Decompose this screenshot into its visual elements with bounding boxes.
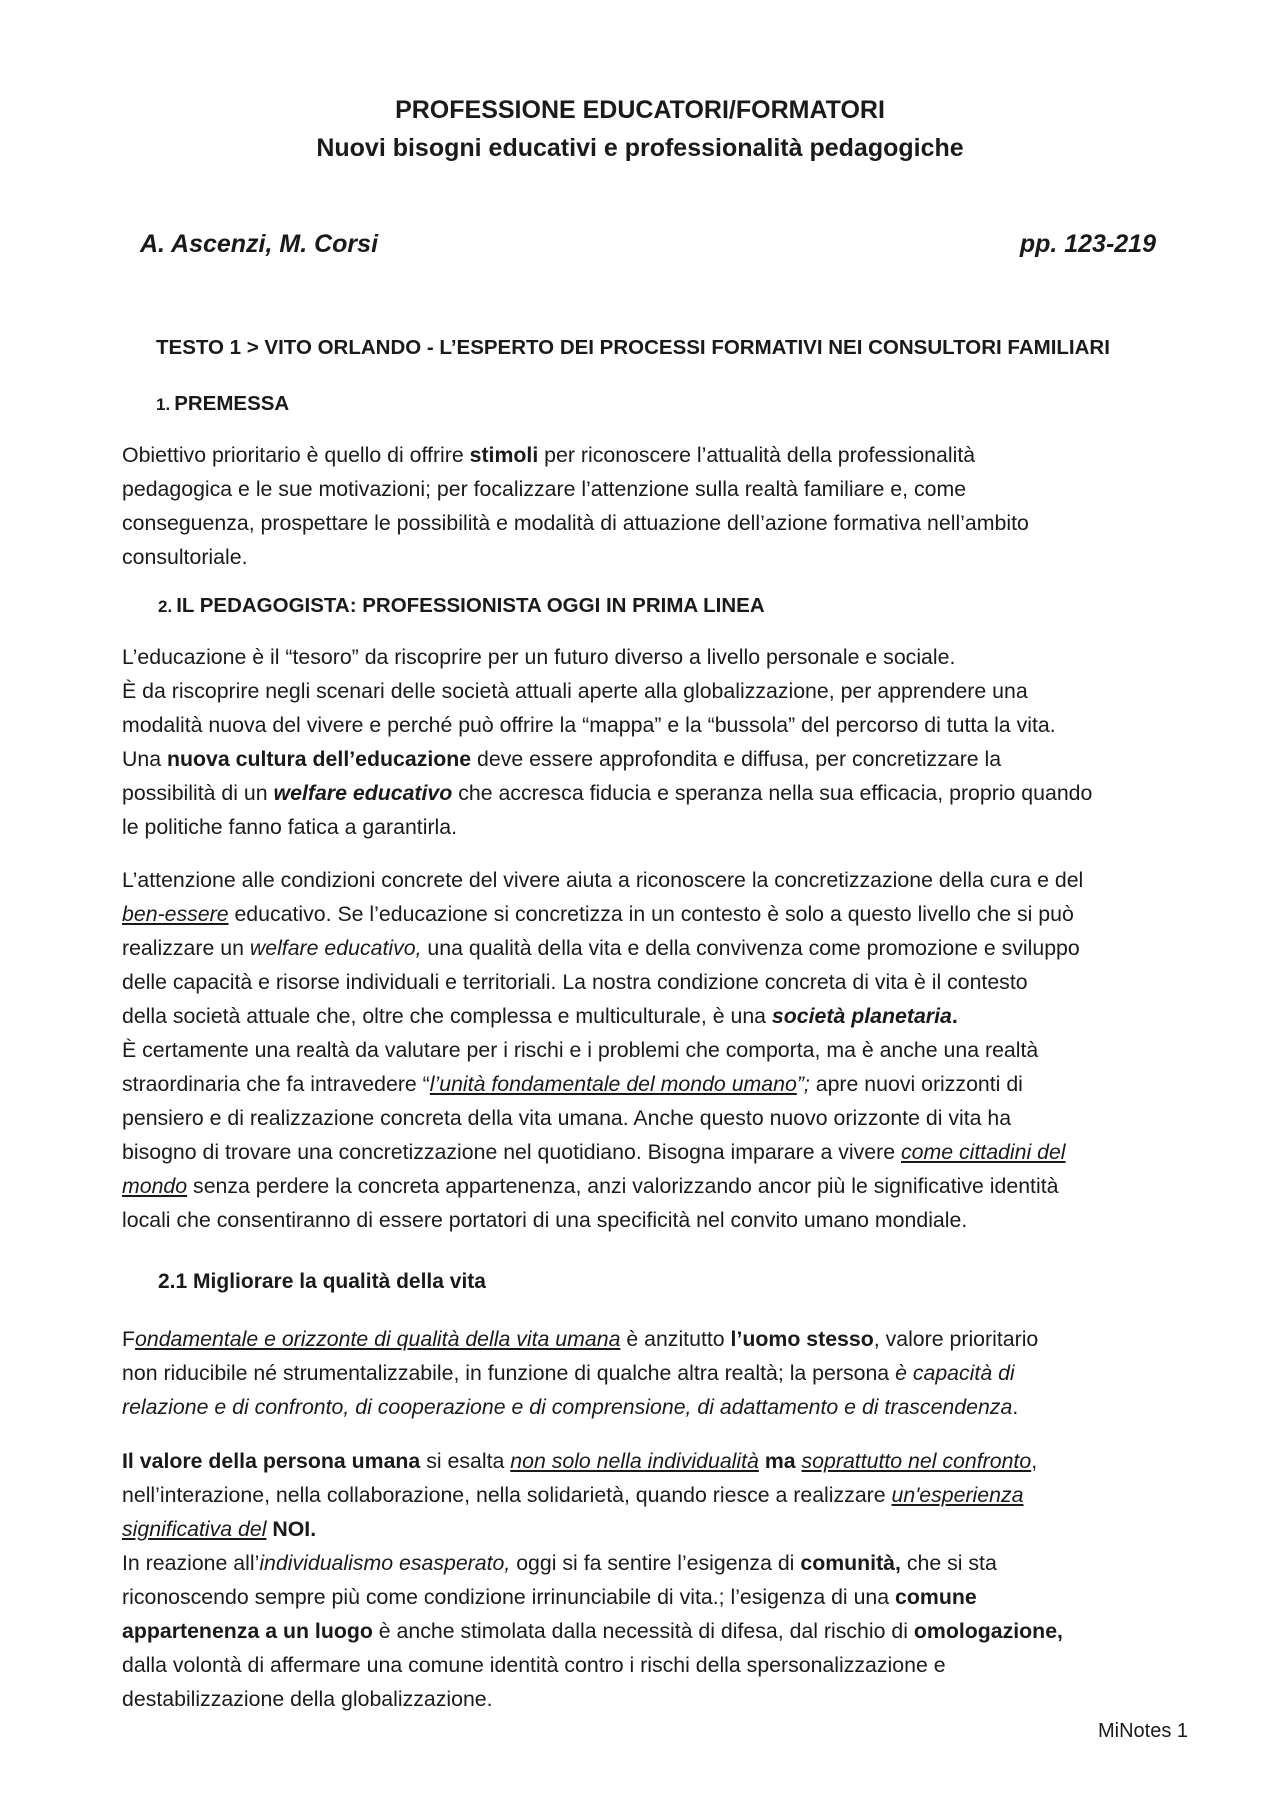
text-run: apre nuovi orizzonti di [809,1072,1023,1096]
text-run-underlined: significativa del [122,1517,267,1541]
section-title: Migliorare la qualità della vita [193,1270,486,1293]
text-run-bold-italic: welfare educativo [273,781,453,805]
text-run: senza perdere la concreta appartenenza, anzi valorizzando ancor più le significative identità [187,1174,1059,1198]
text-run-underlined: non solo nella individualità [510,1449,759,1473]
text-run: In reazione all’ [122,1551,260,1575]
paragraph-attenzione [122,863,1182,1237]
text-run-underlined: l’unità fondamentale del mondo umano [429,1072,797,1096]
text-run-bold: . [951,1004,958,1028]
text-line: consultoriale. [122,545,248,569]
text-line: dalla volontà di affermare una comune identità contro i rischi della spersonalizzazione e [122,1653,946,1677]
document-title: PROFESSIONE EDUCATORI/FORMATORI [395,96,885,124]
text-run: si esalta [420,1449,511,1473]
paragraph-fondamentale [122,1322,1182,1424]
text-run: realizzare un [122,936,250,960]
section-heading-qualita-vita [158,1270,486,1294]
text-run: è anzitutto [620,1327,731,1351]
text-run-bold: nuova cultura dell’educazione [167,747,472,771]
text-run-bold: appartenenza a un luogo [122,1619,373,1643]
text-run-underlined: ben-essere [122,902,229,926]
text-run-underlined: mondo [122,1174,188,1198]
text-line: delle capacità e risorse individuali e territoriali. La nostra condizione concreta di vita è il contesto [122,970,1028,994]
text-run: deve essere approfondita e diffusa, per concretizzare la [471,747,1002,771]
text-run-bold: omologazione, [913,1619,1063,1643]
text-heading: TESTO 1 > VITO ORLANDO - L’ESPERTO DEI PROCESSI FORMATIVI NEI CONSULTORI FAMILIARI [156,336,1110,359]
text-run: . [1012,1395,1019,1419]
text-run-underlined: come cittadini del [900,1140,1066,1164]
text-run-bold: comunità, [800,1551,901,1575]
section-heading-premessa [156,392,289,416]
page-footer: MiNotes 1 [1097,1720,1188,1742]
text-run: che accresca fiducia e speranza nella sua efficacia, proprio quando [452,781,1093,805]
text-line: L’attenzione alle condizioni concrete del vivere aiuta a riconoscere la concretizzazione della cura e del [122,868,1084,892]
text-run-bold: NOI. [272,1517,317,1541]
section-heading-pedagogista [158,594,765,618]
text-run-bold: comune [895,1585,977,1609]
text-run-bold: stimoli [469,443,539,467]
text-run: Una [122,747,167,771]
text-run: educativo. Se l’educazione si concretizza in un contesto è solo a questo livello che si può [228,902,1074,926]
paragraph-educazione [122,640,1182,844]
text-line: È da riscoprire negli scenari delle società attuali aperte alla globalizzazione, per apprendere una [122,679,1028,703]
text-line: conseguenza, prospettare le possibilità e modalità di attuazione dell’azione formativa nell’ambito [122,511,1029,535]
text-run-bold: l’uomo stesso [730,1327,874,1351]
authors: A. Ascenzi, M. Corsi [140,230,379,258]
section-number: 1. [156,395,171,414]
text-line: modalità nuova del vivere e perché può offrire la “mappa” e la “bussola” del percorso di tutta la vita. [122,713,1056,737]
text-run: , valore prioritario [873,1327,1039,1351]
text-run-italic: ”; [796,1072,810,1096]
text-run: straordinaria che fa intravedere “ [122,1072,430,1096]
text-run: della società attuale che, oltre che complessa e multiculturale, è una [122,1004,772,1028]
text-line: locali che consentiranno di essere portatori di una specificità nel convito umano mondiale. [122,1208,968,1232]
text-line: pensiero e di realizzazione concreta della vita umana. Anche questo nuovo orizzonte di vita ha [122,1106,1012,1130]
text-line: L’educazione è il “tesoro” da riscoprire per un futuro diverso a livello personale e sociale. [122,645,956,669]
paragraph-valore-persona [122,1444,1182,1716]
text-run: per riconoscere l’attualità della professionalità [538,443,976,467]
section-title: IL PEDAGOGISTA: PROFESSIONISTA OGGI IN PRIMA LINEA [176,594,765,617]
text-line: È certamente una realtà da valutare per i rischi e i problemi che comporta, ma è anche una realtà [122,1038,1039,1062]
section-title: PREMESSA [174,392,290,415]
text-run: F [122,1327,136,1351]
text-run-italic: individualismo esasperato, [259,1551,511,1575]
text-run: Obiettivo prioritario è quello di offrire [122,443,470,467]
text-run: oggi si fa sentire l’esigenza di [510,1551,801,1575]
document-subtitle: Nuovi bisogni educativi e professionalità pedagogiche [316,134,964,162]
text-run: possibilità di un [122,781,274,805]
paragraph-premessa [122,438,1182,574]
section-number: 2.1 [158,1270,188,1293]
text-run: , [1031,1449,1038,1473]
text-run: non riducibile né strumentalizzabile, in funzione di qualche altra realtà; la persona [122,1361,896,1385]
text-run-bold: Il valore della persona umana [122,1449,421,1473]
text-run: nell’interazione, nella collaborazione, nella solidarietà, quando riesce a realizzare [122,1483,892,1507]
text-run-bold-italic: società planetaria [771,1004,952,1028]
text-run: è anche stimolata dalla necessità di difesa, dal rischio di [372,1619,914,1643]
text-line: pedagogica e le sue motivazioni; per focalizzare l’attenzione sulla realtà familiare e, come [122,477,967,501]
text-run-italic: è capacità di [895,1361,1015,1385]
text-run-underlined: ondamentale e orizzonte di qualità della vita umana [135,1327,621,1351]
page-range: pp. 123-219 [1019,230,1156,258]
text-run-italic: welfare educativo, [249,936,422,960]
text-run: bisogno di trovare una concretizzazione nel quotidiano. Bisogna imparare a vivere [122,1140,901,1164]
text-run-underlined: un'esperienza [891,1483,1024,1507]
section-number: 2. [158,597,173,616]
text-run-italic: relazione e di confronto, di cooperazione e di comprensione, di adattamento e di trascendenza [122,1395,1013,1419]
text-run: una qualità della vita e della convivenza come promozione e sviluppo [421,936,1080,960]
text-line: le politiche fanno fatica a garantirla. [122,815,458,839]
text-run: che si sta [900,1551,997,1575]
text-run-bold: ma [764,1449,796,1473]
text-line: destabilizzazione della globalizzazione. [122,1687,493,1711]
text-run-underlined: soprattutto nel confronto [801,1449,1032,1473]
text-run: riconoscendo sempre più come condizione irrinunciabile di vita.; l’esigenza di una [122,1585,896,1609]
